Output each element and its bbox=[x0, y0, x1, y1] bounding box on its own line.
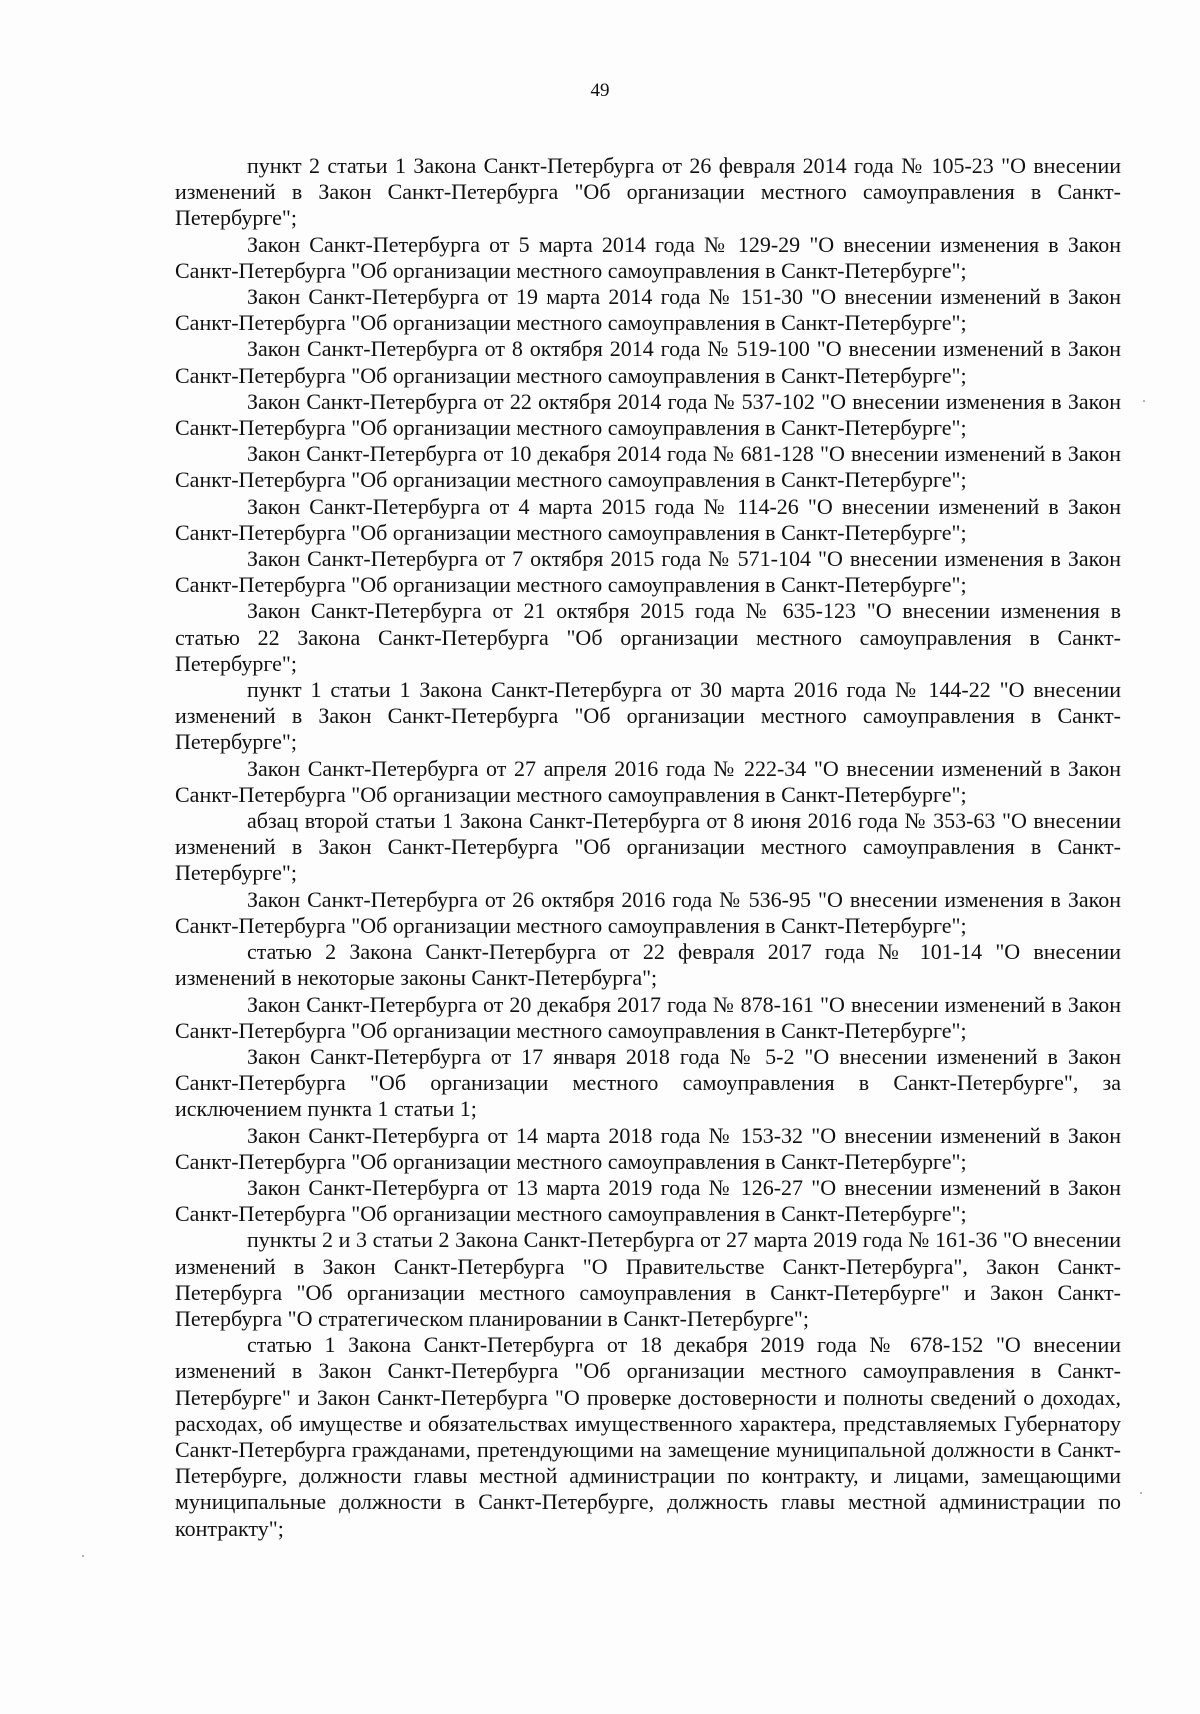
page-number: 49 bbox=[590, 80, 610, 101]
paragraph-11: Закон Санкт-Петербурга от 27 апреля 2016 года № 222-34 "О внесении изменений в Закон Санкт-Петербурга "Об организации местного самоуправления в Санкт-Петербурге"; bbox=[175, 755, 1121, 807]
paragraph-4: Закон Санкт-Петербурга от 8 октября 2014 года № 519-100 "О внесении изменений в Закон Санкт-Петербурга "Об организации местного самоуправления в Санкт-Петербурге"; bbox=[175, 336, 1121, 388]
paragraph-10: пункт 1 статьи 1 Закона Санкт-Петербурга от 30 марта 2016 года № 144-22 "О внесении изменений в Закон Санкт-Петербурга "Об организации местного самоуправления в Санкт-Петербурге"; bbox=[175, 677, 1121, 755]
scan-speck bbox=[82, 1555, 84, 1557]
document-body bbox=[175, 153, 1121, 1542]
paragraph-7: Закон Санкт-Петербурга от 4 марта 2015 года № 114-26 "О внесении изменений в Закон Санкт-Петербурга "Об организации местного самоуправления в Санкт-Петербурге"; bbox=[175, 493, 1121, 545]
paragraph-12: абзац второй статьи 1 Закона Санкт-Петербурга от 8 июня 2016 года № 353-63 "О внесении изменений в Закон Санкт-Петербурга "Об организации местного самоуправления в Санкт-Петербурге"; bbox=[175, 808, 1121, 886]
paragraph-19: пункты 2 и 3 статьи 2 Закона Санкт-Петербурга от 27 марта 2019 года № 161-36 "О внесении изменений в Закон Санкт-Петербурга "О Правительстве Санкт-Петербурга", Закон Санкт-Петербурга "Об организации местного самоуправления в Санкт-Петербурге" и Закон Санкт-Петербурга "О стратегическом планировании в Санкт-Петербурге"; bbox=[175, 1227, 1121, 1331]
paragraph-18: Закон Санкт-Петербурга от 13 марта 2019 года № 126-27 "О внесении изменений в Закон Санкт-Петербурга "Об организации местного самоуправления в Санкт-Петербурге"; bbox=[175, 1174, 1121, 1227]
paragraph-6: Закон Санкт-Петербурга от 10 декабря 2014 года № 681-128 "О внесении изменений в Закон Санкт-Петербурга "Об организации местного самоуправления в Санкт-Петербурге"; bbox=[175, 441, 1121, 493]
paragraph-16: Закон Санкт-Петербурга от 17 января 2018 года № 5-2 "О внесении изменений в Закон Санкт-Петербурга "Об организации местного самоуправления в Санкт-Петербурге", за исключением пункта 1 статьи 1; bbox=[175, 1043, 1121, 1122]
paragraph-14: статью 2 Закона Санкт-Петербурга от 22 февраля 2017 года № 101-14 "О внесении изменений в некоторые законы Санкт-Петербурга"; bbox=[175, 939, 1121, 991]
paragraph-9: Закон Санкт-Петербурга от 21 октября 2015 года № 635-123 "О внесении изменения в статью 22 Закона Санкт-Петербурга "Об организации местного самоуправления в Санкт-Петербурге"; bbox=[175, 598, 1121, 676]
paragraph-3: Закон Санкт-Петербурга от 19 марта 2014 года № 151-30 "О внесении изменений в Закон Санкт-Петербурга "Об организации местного самоуправления в Санкт-Петербурге"; bbox=[175, 284, 1121, 336]
scan-speck bbox=[1143, 400, 1145, 402]
paragraph-13: Закон Санкт-Петербурга от 26 октября 2016 года № 536-95 "О внесении изменения в Закон Санкт-Петербурга "Об организации местного самоуправления в Санкт-Петербурге"; bbox=[175, 886, 1121, 938]
paragraph-1: пункт 2 статьи 1 Закона Санкт-Петербурга от 26 февраля 2014 года № 105-23 "О внесении изменений в Закон Санкт-Петербурга "Об организации местного самоуправления в Санкт-Петербурге"; bbox=[175, 153, 1121, 231]
paragraph-8: Закон Санкт-Петербурга от 7 октября 2015 года № 571-104 "О внесении изменения в Закон Санкт-Петербурга "Об организации местного самоуправления в Санкт-Петербурге"; bbox=[175, 546, 1121, 598]
scan-speck bbox=[1140, 1492, 1142, 1494]
paragraph-17: Закон Санкт-Петербурга от 14 марта 2018 года № 153-32 "О внесении изменений в Закон Санкт-Петербурга "Об организации местного самоуправления в Санкт-Петербурге"; bbox=[175, 1122, 1121, 1174]
paragraph-15: Закон Санкт-Петербурга от 20 декабря 2017 года № 878-161 "О внесении изменений в Закон Санкт-Петербурга "Об организации местного самоуправления в Санкт-Петербурге"; bbox=[175, 991, 1121, 1043]
paragraph-2: Закон Санкт-Петербурга от 5 марта 2014 года № 129-29 "О внесении изменения в Закон Санкт-Петербурга "Об организации местного самоуправления в Санкт-Петербурге"; bbox=[175, 231, 1121, 283]
paragraph-5: Закон Санкт-Петербурга от 22 октября 2014 года № 537-102 "О внесении изменения в Закон Санкт-Петербурга "Об организации местного самоуправления в Санкт-Петербурге"; bbox=[175, 388, 1121, 441]
paragraph-20: статью 1 Закона Санкт-Петербурга от 18 декабря 2019 года № 678-152 "О внесении изменений в Закон Санкт-Петербурга "Об организации местного самоуправления в Санкт-Петербурге" и Закон Санкт-Петербурга "О проверке достоверности и полноты сведений о доходах, расходах, об имуществе и обязательствах имущественного характера, представляемых Губернатору Санкт-Петербурга гражданами, претендующими на замещение муниципальной должности в Санкт-Петербурге, должности главы местной администрации по контракту, и лицами, замещающими муниципальные должности в Санкт-Петербурге, должность главы местной администрации по контракту"; bbox=[175, 1332, 1121, 1541]
